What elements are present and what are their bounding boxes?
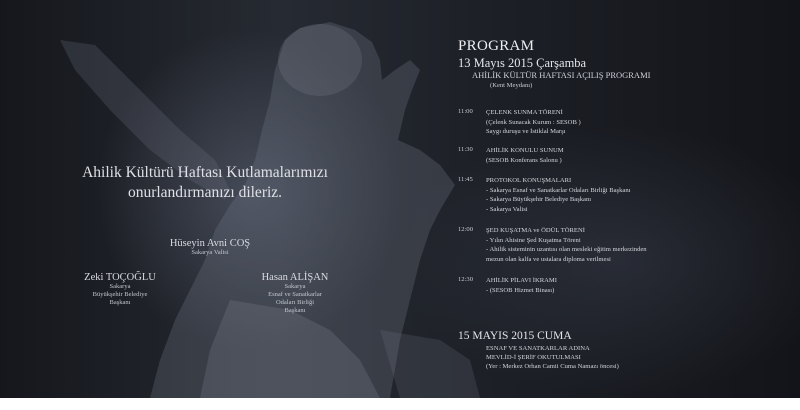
day2-date: 15 MAYIS 2015 CUMA [458, 330, 572, 342]
program-title: PROGRAM [458, 38, 535, 54]
event-line: Saygı duruşu ve İstiklal Marşı [486, 128, 566, 135]
signature-name: Hasan ALİŞAN [261, 272, 329, 283]
signature-mayor [70, 272, 170, 307]
signature-name: Zeki TOÇOĞLU [84, 272, 156, 283]
event-time: 12:30 [458, 276, 474, 283]
event-line: mezun olan kalfa ve ustalara diploma verilmesi [486, 255, 611, 263]
event-line: - (SESOB Hizmet Binası) [486, 286, 555, 294]
event-line: (Yer : Merkez Orhan Camii Cuma Namazı öncesi) [486, 363, 619, 370]
event-line: - Sakarya Esnaf ve Sanatkarlar Odaları Birliği Başkanı [486, 186, 631, 194]
event-line: ESNAF VE SANATKARLAR ADINA [486, 345, 590, 352]
event-item [486, 226, 647, 264]
event-line: ŞED KUŞATMA ve ÖDÜL TÖRENİ [486, 227, 585, 234]
signature-title: Odaları Birliği [275, 299, 315, 306]
signature-title: Başkanı [109, 299, 131, 306]
event-line: MEVLİD-İ ŞERİF OKUTULMASI [486, 354, 581, 361]
day1-venue: (Kent Meydanı) [490, 82, 533, 89]
event-item [486, 146, 564, 165]
event-line: (Çelenk Sunacak Kurum : SESOB ) [486, 118, 581, 126]
event-line: - Ahilik sisteminin uzantısı olan mesleki eğitim merkezinden [486, 246, 647, 253]
event-item [486, 276, 557, 295]
event-line: AHİLİK PİLAVI İKRAMI [486, 277, 557, 284]
day1-date: 13 Mayıs 2015 Çarşamba [458, 56, 587, 70]
signature-name: Hüseyin Avni COŞ [169, 238, 251, 249]
event-line: ÇELENK SUNMA TÖRENİ [486, 109, 563, 116]
signature-title: Sakarya [284, 283, 306, 290]
event-time: 11:00 [458, 108, 473, 115]
event-time: 11:45 [458, 176, 473, 183]
event-line: (SESOB Konferans Salonu ) [486, 156, 562, 164]
day2-event [486, 344, 619, 371]
day1-subtitle: AHİLİK KÜLTÜR HAFTASI AÇILIŞ PROGRAMI [472, 70, 651, 80]
event-item [486, 108, 581, 137]
signature-chamber-president [245, 272, 345, 315]
event-line: - Yılın Ahisine Şed Kuşatma Töreni [486, 236, 581, 244]
signature-title: Büyükşehir Belediye [92, 291, 148, 298]
invitation-message [60, 163, 350, 203]
event-line: - Sakarya Valisi [486, 205, 528, 213]
invitation-line-1: Ahilik Kültürü Haftası Kutlamalarımızı [82, 164, 328, 181]
event-time: 11:30 [458, 146, 473, 153]
signature-title: Sakarya Valisi [191, 249, 229, 256]
signature-governor [155, 238, 265, 257]
event-line: - Sakarya Büyükşehir Belediye Başkanı [486, 196, 592, 203]
event-line: PROTOKOL KONUŞMALARI [486, 177, 572, 184]
event-item [486, 176, 630, 214]
event-time: 12:00 [458, 226, 474, 233]
signature-title: Esnaf ve Sanatkarlar [268, 291, 322, 298]
event-line: AHİLİK KONULU SUNUM [486, 147, 564, 154]
signature-title: Sakarya [109, 283, 131, 290]
signature-title: Başkanı [284, 307, 306, 314]
invitation-line-2: onurlandırmanızı dileriz. [127, 184, 283, 201]
